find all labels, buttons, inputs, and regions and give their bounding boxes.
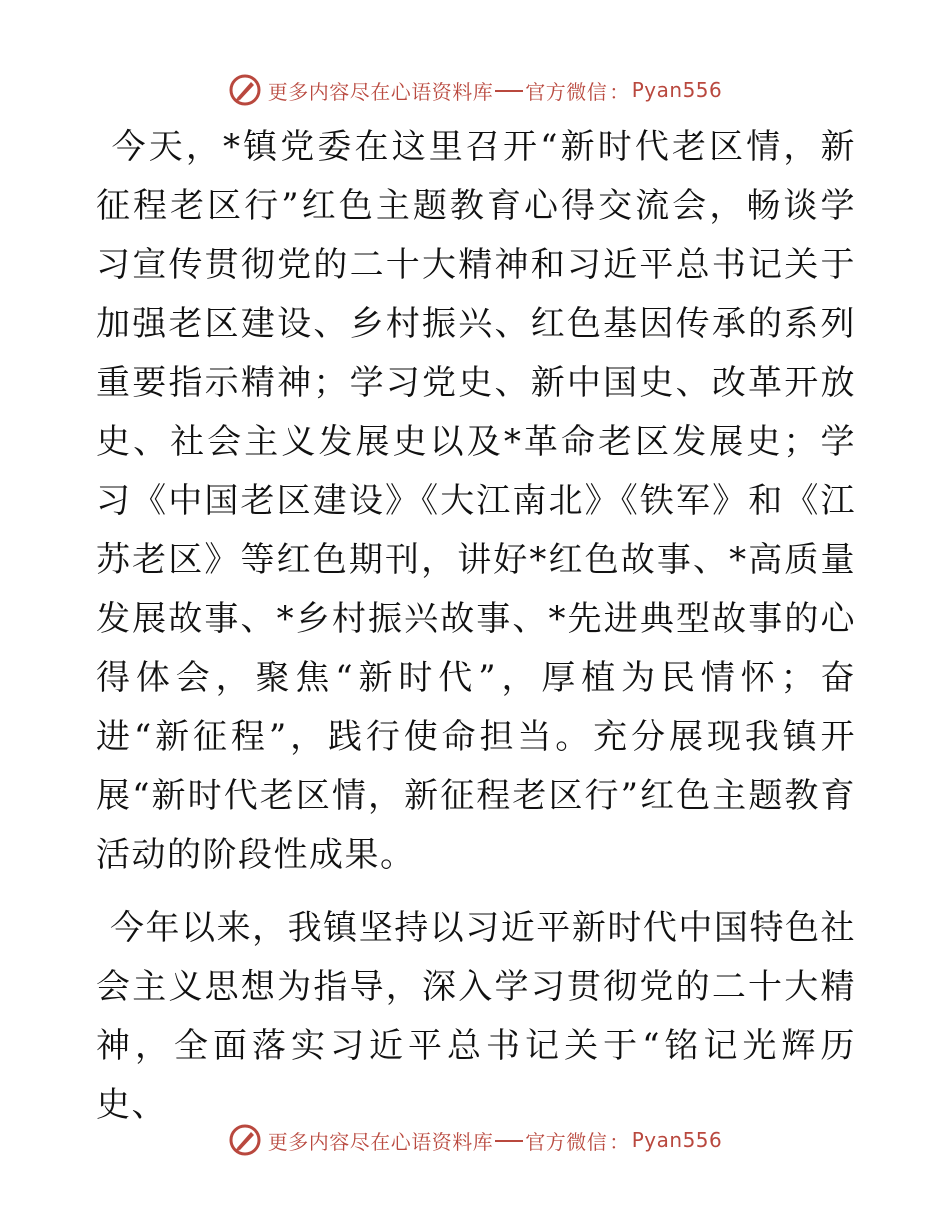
banner-colon: ： (609, 1129, 630, 1154)
banner-dash (495, 1140, 523, 1142)
pen-logo-icon (228, 73, 262, 107)
banner-main-text: 更多内容尽在心语资料库 (267, 1129, 494, 1154)
pen-logo-icon (228, 1123, 262, 1157)
banner-dash (495, 90, 523, 92)
document-body (96, 118, 856, 1135)
header-watermark-banner (0, 70, 950, 110)
banner-main-text: 更多内容尽在心语资料库 (267, 79, 494, 104)
paragraph-2 (96, 899, 856, 1135)
banner-sub-text: 官方微信 (525, 79, 608, 104)
paragraph-1-text: 今天，*镇党委在这里召开“新时代老区情，新征程老区行”红色主题教育心得交流会，畅谈学习宣传贯彻党的二十大精神和习近平总书记关于加强老区建设、乡村振兴、红色基因传承的系列重要指示精神；学习党史、新中国史、改革开放史、社会主义发展史以及*革命老区发展史；学习《中国老区建设》《大江南北》《铁军》和《江苏老区》等红色期刊，讲好*红色故事、*高质量发展故事、*乡村振兴故事、*先进典型故事的心得体会，聚焦“新时代”，厚植为民情怀；奋进“新征程”，践行使命担当。充分展现我镇开展“新时代老区情，新征程老区行”红色主题教育活动的阶段性成果。 (96, 127, 856, 875)
banner-colon: ： (609, 79, 630, 104)
banner-contact: Pyan556 (631, 78, 723, 102)
paragraph-1 (96, 118, 856, 885)
footer-watermark-banner (0, 1120, 950, 1160)
paragraph-2-text: 今年以来，我镇坚持以习近平新时代中国特色社会主义思想为指导，深入学习贯彻党的二十大精神，全面落实习近平总书记关于“铭记光辉历史、 (96, 908, 856, 1125)
banner-contact: Pyan556 (631, 1128, 723, 1152)
banner-sub-text: 官方微信 (525, 1129, 608, 1154)
